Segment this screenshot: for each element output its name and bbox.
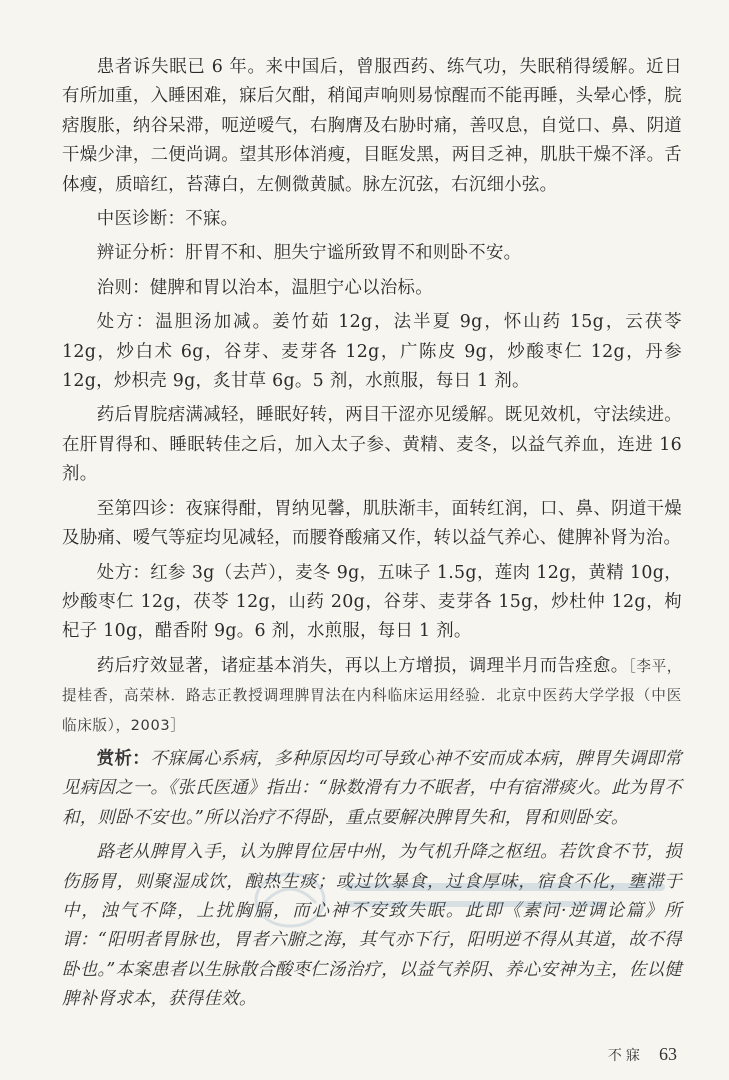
outcome-text: 药后疗效显著，诸症基本消失，再以上方增损，调理半月而告痊愈。	[96, 655, 629, 676]
page-footer	[608, 1044, 677, 1065]
fourth-visit-paragraph: 至第四诊：夜寐得酣，胃纳见馨，肌肤渐丰，面转红润，口、鼻、阴道干燥及胁痛、嗳气等症均见减轻，而腰脊酸痛又作，转以益气养心、健脾补肾为治。	[62, 498, 682, 549]
analysis-paragraph-2: 路老从脾胃入手，认为脾胃位居中州，为气机升降之枢纽。若饮食不节，损伤肠胃，则聚湿成饮，酿热生痰；或过饮暴食，过食厚味，宿食不化，壅滞于中，浊气不降，上扰胸膈，而心神不安致失眠。此即《素问·逆调论篇》所谓：“阳明者胃脉也，胃者六腑之海，其气亦下行，阳明逆不得从其道，故不得卧也。”本案患者以生脉散合酸枣仁汤治疗，以益气养阴、养心安神为主，佐以健脾补肾求本，获得佳效。	[62, 842, 682, 1010]
case-paragraph-1: 患者诉失眠已 6 年。来中国后，曾服西药、练气功，失眠稍得缓解。近日有所加重，入睡困难，寐后欠酣，稍闻声响则易惊醒而不能再睡，头晕心悸，脘痞腹胀，纳谷呆滞，呃逆嗳气，右胸膺及右胁时痛，善叹息，自觉口、鼻、阴道干燥少津，二便尚调。望其形体消瘦，目眶发黑，两目乏神，肌肤干燥不泽。舌体瘦，质暗红，苔薄白，左侧微黄腻。脉左沉弦，右沉细小弦。	[62, 57, 682, 195]
syndrome-analysis-line: 辨证分析：肝胃不和、胆失宁谧所致胃不和则卧不安。	[96, 243, 522, 264]
outcome-paragraph	[62, 652, 682, 740]
section-title: 不寐	[607, 1048, 644, 1064]
page-body	[62, 53, 682, 1020]
treatment-principle-line: 治则：健脾和胃以治本，温胆宁心以治标。	[96, 277, 433, 298]
follow-up-paragraph: 药后胃脘痞满减轻，睡眠好转，两目干涩亦见缓解。既见效机，守法续进。在肝胃得和、睡眠转佳之后，加入太子参、黄精、麦冬，以益气养血，连进 16 剂。	[62, 405, 682, 485]
analysis-paragraph-1	[62, 745, 682, 833]
prescription-2: 处方：红参 3g（去芦），麦冬 9g，五味子 1.5g，莲肉 12g，黄精 10g，炒酸枣仁 12g，茯苓 12g，山药 20g，谷芽、麦芽各 15g，炒杜仲 12g，枸杞子 10g，醋香附 9g。6 剂，水煎服，每日 1 剂。	[62, 562, 682, 642]
citation-reference: ［李平，提桂香，高荣林．路志正教授调理脾胃法在内科临床运用经验．北京中医药大学学报（中医临床版），2003］	[62, 657, 682, 734]
analysis-text-1: 不寐属心系病，多种原因均可导致心神不安而成本病，脾胃失调即常见病因之一。《张氏医通》指出：“脉数滑有力不眠者，中有宿滞痰火。此为胃不和，则卧不安也。”所以治疗不得卧，重点要解决脾胃失和，胃和则卧安。	[62, 748, 682, 828]
prescription-1: 处方：温胆汤加减。姜竹茹 12g，法半夏 9g，怀山药 15g，云茯苓 12g，炒白术 6g，谷芽、麦芽各 12g，广陈皮 9g，炒酸枣仁 12g，丹参 12g，炒枳壳 9g，炙甘草 6g。5 剂，水煎服，每日 1 剂。	[62, 312, 682, 392]
analysis-label: 赏析：	[96, 748, 150, 769]
diagnosis-line: 中医诊断：不寐。	[96, 209, 239, 230]
page-number: 63	[659, 1044, 677, 1064]
